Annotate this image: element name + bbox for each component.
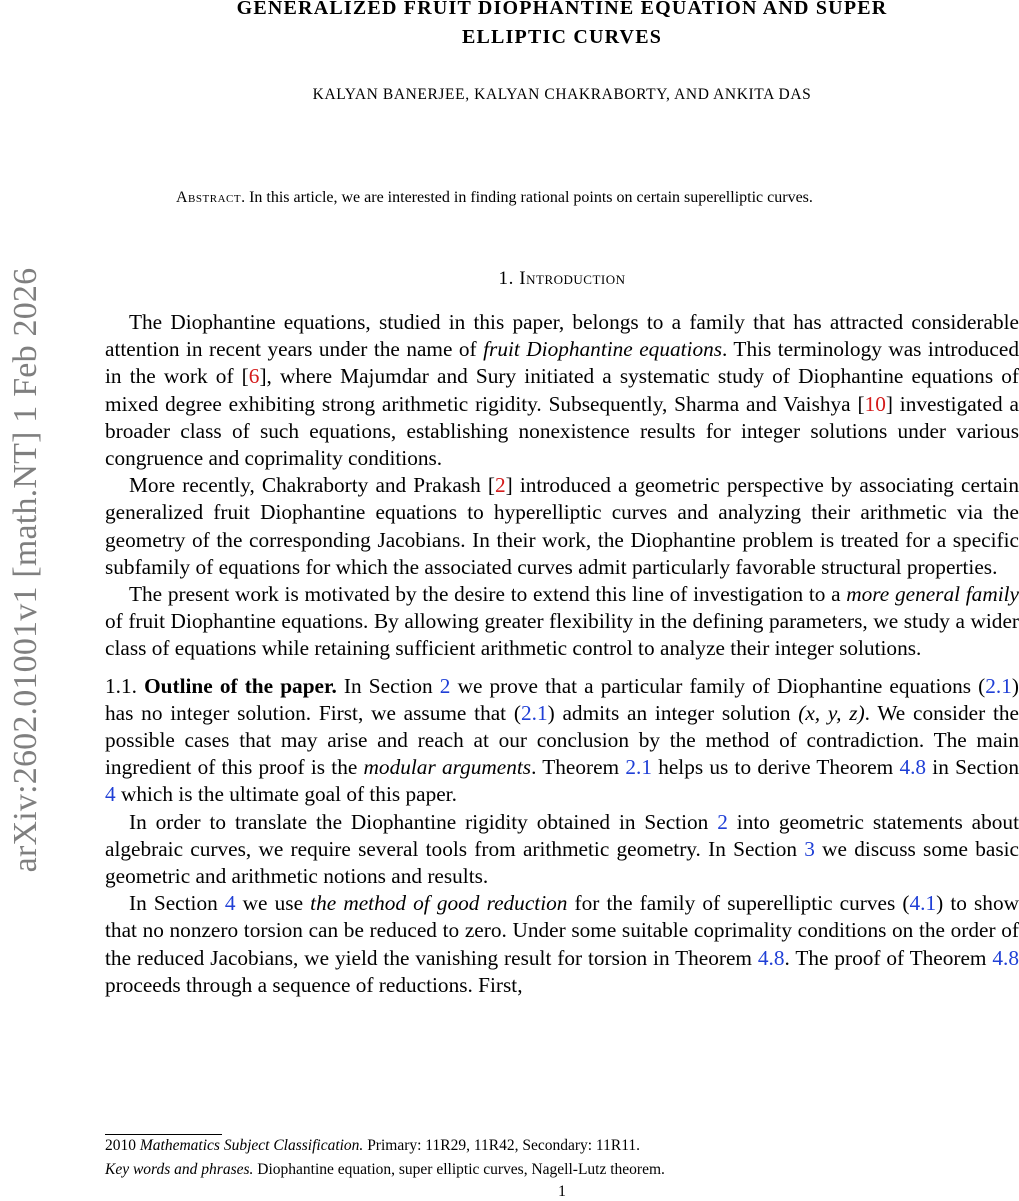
- subsection-title: Outline of the paper.: [144, 673, 337, 698]
- paragraph-1: The Diophantine equations, studied in this paper, belongs to a family that has attracted considerable attention in recent years under the name of fruit Diophantine equations. This terminology was introduced in the work of [6], where Majumdar and Sury initiated a systematic study of Diophantine equations of mixed degree exhibiting strong arithmetic rigidity. Subsequently, Sharma and Vaishya [10] investigated a broader class of such equations, establishing nonexistence results for integer solutions under various congruence and coprimality conditions.: [105, 310, 1019, 471]
- theorem-ref-link[interactable]: 4.8: [757, 945, 785, 970]
- abstract: [176, 186, 948, 210]
- paragraph-3: The present work is motivated by the desire to extend this line of investigation to a more general family of fruit Diophantine equations. By allowing greater flexibility in the defining parameters, we study a wider class of equations while retaining sufficient arithmetic control to analyze their integer solutions.: [105, 582, 1019, 661]
- math-xyz: (x, y, z): [798, 700, 865, 725]
- citation-link[interactable]: 2: [494, 473, 506, 498]
- section-ref-link[interactable]: 2: [717, 809, 728, 834]
- theorem-ref-link[interactable]: 4.8: [899, 755, 927, 780]
- equation-ref-link[interactable]: 2.1: [985, 673, 1012, 698]
- paragraph-5: In order to translate the Diophantine rigidity obtained in Section 2 into geometric statements about algebraic curves, we require several tools from arithmetic geometry. In Section 3 we discuss some basic geometric and arithmetic notions and results.: [105, 809, 1019, 889]
- emphasis: more general family: [846, 582, 1019, 607]
- paragraph-2: More recently, Chakraborty and Prakash [2] introduced a geometric perspective by associating certain generalized fruit Diophantine equations to hyperelliptic curves and analyzing their arithmetic via the geometry of the corresponding Jacobians. In their work, the Diophantine problem is treated for a specific subfamily of equations for which the associated curves admit particularly favorable structural properties.: [105, 473, 1019, 579]
- emphasis: modular arguments: [363, 755, 532, 780]
- section-ref-link[interactable]: 4: [224, 891, 236, 916]
- section-title: Introduction: [519, 268, 626, 289]
- section-ref-link[interactable]: 4: [105, 782, 116, 807]
- theorem-ref-link[interactable]: 2.1: [625, 755, 652, 780]
- section-1-heading: [105, 268, 1019, 290]
- paper-title: [105, 0, 1019, 52]
- paragraph-6: In Section 4 we use the method of good reduction for the family of superelliptic curves (4.1) to show that no nonzero torsion can be reduced to zero. Under some suitable coprimality conditions on the order of the reduced Jacobians, we yield the vanishing result for torsion in Theorem 4.8. The proof of Theorem 4.8 proceeds through a sequence of reductions. First,: [105, 891, 1019, 997]
- subsection-number: 1.1.: [105, 673, 137, 698]
- page-number: 1: [558, 1183, 566, 1200]
- citation-link[interactable]: 10: [864, 391, 886, 416]
- emphasis: the method of good reduction: [310, 891, 568, 916]
- arxiv-sidebar-stamp: [0, 205, 52, 935]
- author-list: KALYAN BANERJEE, KALYAN CHAKRABORTY, AND ANKITA DAS: [312, 86, 812, 103]
- emphasis: fruit Diophantine equations: [483, 337, 723, 362]
- footnote-msc: 2010 Mathematics Subject Classification. Primary: 11R29, 11R42, Secondary: 11R11.: [105, 1137, 640, 1154]
- equation-ref-link[interactable]: 2.1: [520, 700, 548, 725]
- section-ref-link[interactable]: 2: [439, 673, 451, 698]
- subsection-1-1: 1.1. Outline of the paper. In Section 2 we prove that a particular family of Diophantine equations (2.1) has no integer solution. First, we assume that (2.1) admits an integer solution (x, y, z). We consider the possible cases that may arise and reach at our conclusion by the method of contradiction. The main ingredient of this proof is the modular arguments. Theorem 2.1 helps us to derive Theorem 4.8 in Section 4 which is the ultimate goal of this paper.: [105, 673, 1019, 807]
- equation-ref-link[interactable]: 4.1: [909, 891, 937, 916]
- body-text: [105, 309, 1019, 999]
- abstract-text: . In this article, we are interested in finding rational points on certain superelliptic curves.: [241, 189, 813, 206]
- footnotes: [105, 1134, 1019, 1182]
- theorem-ref-link[interactable]: 4.8: [992, 945, 1019, 970]
- citation-link[interactable]: 6: [248, 364, 260, 389]
- section-number: 1.: [498, 268, 514, 289]
- title-line-2: ELLIPTIC CURVES: [461, 26, 663, 48]
- abstract-label: Abstract: [176, 189, 242, 206]
- title-line-1: GENERALIZED FRUIT DIOPHANTINE EQUATION AND SUPER: [236, 0, 888, 19]
- section-ref-link[interactable]: 3: [804, 836, 815, 861]
- footnote-keywords: Key words and phrases. Diophantine equation, super elliptic curves, Nagell-Lutz theorem.: [105, 1161, 665, 1178]
- arxiv-identifier: arXiv:2602.01001v1 [math.NT] 1 Feb 2026: [7, 267, 44, 873]
